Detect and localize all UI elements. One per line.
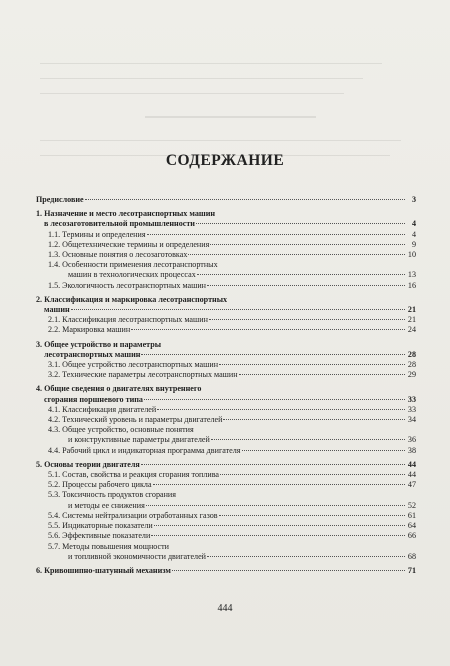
toc-section-3-1[interactable] xyxy=(36,360,416,370)
dot-leader xyxy=(141,354,405,355)
dot-leader xyxy=(151,535,405,536)
entry-label: и конструктивные параметры двигателей xyxy=(68,435,210,445)
toc-section-5-2[interactable] xyxy=(36,480,416,490)
toc-section-5-6[interactable] xyxy=(36,531,416,541)
page-ref: 64 xyxy=(407,521,416,531)
toc-section-5-5[interactable] xyxy=(36,521,416,531)
page-ref: 44 xyxy=(407,470,416,480)
page-ref: 21 xyxy=(407,305,416,315)
dot-leader xyxy=(210,244,405,245)
entry-label: 5.1. Состав, свойства и реакция сгорания топлива xyxy=(48,470,220,480)
page-ref: 24 xyxy=(407,325,416,335)
dot-leader xyxy=(211,439,405,440)
entry-label: машин xyxy=(44,305,70,315)
toc-section-5-3[interactable] xyxy=(36,490,416,500)
page-ref: 33 xyxy=(407,404,416,414)
page-ref: 13 xyxy=(407,270,416,280)
toc-section-4-4[interactable] xyxy=(36,446,416,456)
entry-label: 4.4. Рабочий цикл и индикаторная программа двигателя xyxy=(48,445,241,455)
toc-section-2-1[interactable] xyxy=(36,315,416,325)
entry-label: Предисловие xyxy=(36,195,84,204)
page-ref: 28 xyxy=(407,360,416,370)
toc-section-1-1[interactable] xyxy=(36,230,416,240)
toc-chapter-1-cont xyxy=(36,219,416,229)
toc-chapter-4-cont xyxy=(36,395,416,405)
dot-leader xyxy=(219,515,405,516)
dot-leader xyxy=(157,409,405,410)
entry-label: и топливной экономичности двигателей xyxy=(68,551,207,561)
entry-label: 3. Общее устройство и параметры xyxy=(36,339,162,349)
page-ref: 21 xyxy=(407,315,416,325)
toc-chapter-6[interactable] xyxy=(36,566,416,576)
page-ref: 61 xyxy=(407,510,416,520)
page-ref: 52 xyxy=(407,500,416,510)
entry-label: 2. Классификация и маркировка лесотранспортных xyxy=(36,294,228,304)
page-ref: 3 xyxy=(411,195,416,204)
dot-leader xyxy=(71,309,405,310)
toc-section-2-2[interactable] xyxy=(36,325,416,335)
toc-section-5-7-cont xyxy=(36,552,416,562)
toc-section-4-3[interactable] xyxy=(36,425,416,435)
toc-chapter-5[interactable] xyxy=(36,460,416,470)
toc-chapter-3-cont xyxy=(36,350,416,360)
entry-label: 6. Кривошипно-шатунный механизм xyxy=(36,565,171,575)
entry-label: 1.5. Экологичность лесотранспортных машин xyxy=(48,280,207,290)
dot-leader xyxy=(239,374,405,375)
page-ref: 4 xyxy=(411,219,416,229)
entry-label: и методы ее снижения xyxy=(68,500,145,510)
dot-leader xyxy=(207,556,405,557)
entry-label: 1.1. Термины и определения xyxy=(48,229,146,239)
entry-label: 3.2. Технические параметры лесотранспортных машин xyxy=(48,370,238,380)
dot-leader xyxy=(153,484,405,485)
dot-leader xyxy=(172,570,405,571)
table-of-contents xyxy=(36,195,416,576)
toc-entry-preface[interactable] xyxy=(36,195,416,205)
page-ref: 16 xyxy=(407,280,416,290)
entry-label: 4.1. Классификация двигателей xyxy=(48,404,157,414)
dot-leader xyxy=(144,399,405,400)
entry-label: 4. Общие сведения о двигателях внутреннего xyxy=(36,384,202,394)
dot-leader xyxy=(223,419,405,420)
dot-leader xyxy=(141,464,405,465)
page-ref: 10 xyxy=(407,250,416,260)
entry-label: 4.2. Технический уровень и параметры двигателей xyxy=(48,415,223,425)
entry-label: лесотранспортных машин xyxy=(44,349,141,359)
toc-section-4-2[interactable] xyxy=(36,415,416,425)
page-ref: 47 xyxy=(407,480,416,490)
dot-leader xyxy=(147,234,405,235)
page-ref: 34 xyxy=(407,415,416,425)
dot-leader xyxy=(188,254,405,255)
page-ref: 71 xyxy=(407,565,416,575)
page-ref: 9 xyxy=(411,239,416,249)
toc-section-5-3-cont xyxy=(36,501,416,511)
toc-section-1-3[interactable] xyxy=(36,250,416,260)
entry-label: 5.5. Индикаторные показатели xyxy=(48,521,153,531)
toc-chapter-3[interactable] xyxy=(36,340,416,350)
entry-label: 5.4. Системы нейтрализации отработанных газов xyxy=(48,510,218,520)
dot-leader xyxy=(146,505,405,506)
page-ref: 28 xyxy=(407,349,416,359)
page-ref: 29 xyxy=(407,370,416,380)
dot-leader xyxy=(131,329,405,330)
toc-section-1-4-cont xyxy=(36,270,416,280)
toc-section-1-5[interactable] xyxy=(36,281,416,291)
page-ref: 44 xyxy=(407,459,416,469)
entry-label: 1. Назначение и место лесотранспортных машин xyxy=(36,209,216,219)
dot-leader xyxy=(207,285,405,286)
toc-chapter-1[interactable] xyxy=(36,209,416,219)
toc-section-3-2[interactable] xyxy=(36,370,416,380)
dot-leader xyxy=(242,450,405,451)
dot-leader xyxy=(219,364,405,365)
toc-section-4-1[interactable] xyxy=(36,405,416,415)
toc-chapter-2[interactable] xyxy=(36,295,416,305)
dot-leader xyxy=(220,474,405,475)
entry-label: сгорания поршневого типа xyxy=(44,394,143,404)
toc-chapter-2-cont xyxy=(36,305,416,315)
entry-label: в лесозаготовительной промышленности xyxy=(44,219,195,229)
entry-label: 5.6. Эффективные показатели xyxy=(48,531,151,541)
entry-label: 5. Основы теории двигателя xyxy=(36,459,140,469)
entry-label: 2.1. Классификация лесотранспортных машин xyxy=(48,315,208,325)
entry-label: 1.4. Особенности применения лесотранспортных xyxy=(48,260,218,270)
toc-section-5-4[interactable] xyxy=(36,511,416,521)
dot-leader xyxy=(197,274,405,275)
page-ref: 33 xyxy=(407,394,416,404)
page-ref: 68 xyxy=(407,551,416,561)
bleed-through-text xyxy=(40,55,420,195)
entry-label: машин в технологических процессах xyxy=(68,270,196,280)
toc-section-1-2[interactable] xyxy=(36,240,416,250)
toc-section-1-4[interactable] xyxy=(36,260,416,270)
toc-section-5-7[interactable] xyxy=(36,542,416,552)
page-title: СОДЕРЖАНИЕ xyxy=(165,152,285,169)
entry-label: 1.2. Общетехнические термины и определения xyxy=(48,239,210,249)
page-ref: 66 xyxy=(407,531,416,541)
entry-label: 1.3. Основные понятия о лесозаготовках xyxy=(48,250,188,260)
dot-leader xyxy=(209,319,405,320)
page-ref: 4 xyxy=(411,229,416,239)
entry-label: 4.3. Общее устройство, основные понятия xyxy=(48,425,194,435)
page-ref: 36 xyxy=(407,435,416,445)
dot-leader xyxy=(85,199,405,200)
entry-label: 5.7. Методы повышения мощности xyxy=(48,541,169,551)
dot-leader xyxy=(196,223,405,224)
page-number: 444 xyxy=(217,603,233,614)
entry-label: 5.2. Процессы рабочего цикла xyxy=(48,480,152,490)
entry-label: 2.2. Маркировка машин xyxy=(48,325,131,335)
entry-label: 3.1. Общее устройство лесотранспортных машин xyxy=(48,360,219,370)
page-ref: 38 xyxy=(407,445,416,455)
dot-leader xyxy=(154,525,405,526)
toc-section-4-3-cont xyxy=(36,435,416,445)
toc-chapter-4[interactable] xyxy=(36,384,416,394)
entry-label: 5.3. Токсичность продуктов сгорания xyxy=(48,490,176,500)
toc-section-5-1[interactable] xyxy=(36,470,416,480)
